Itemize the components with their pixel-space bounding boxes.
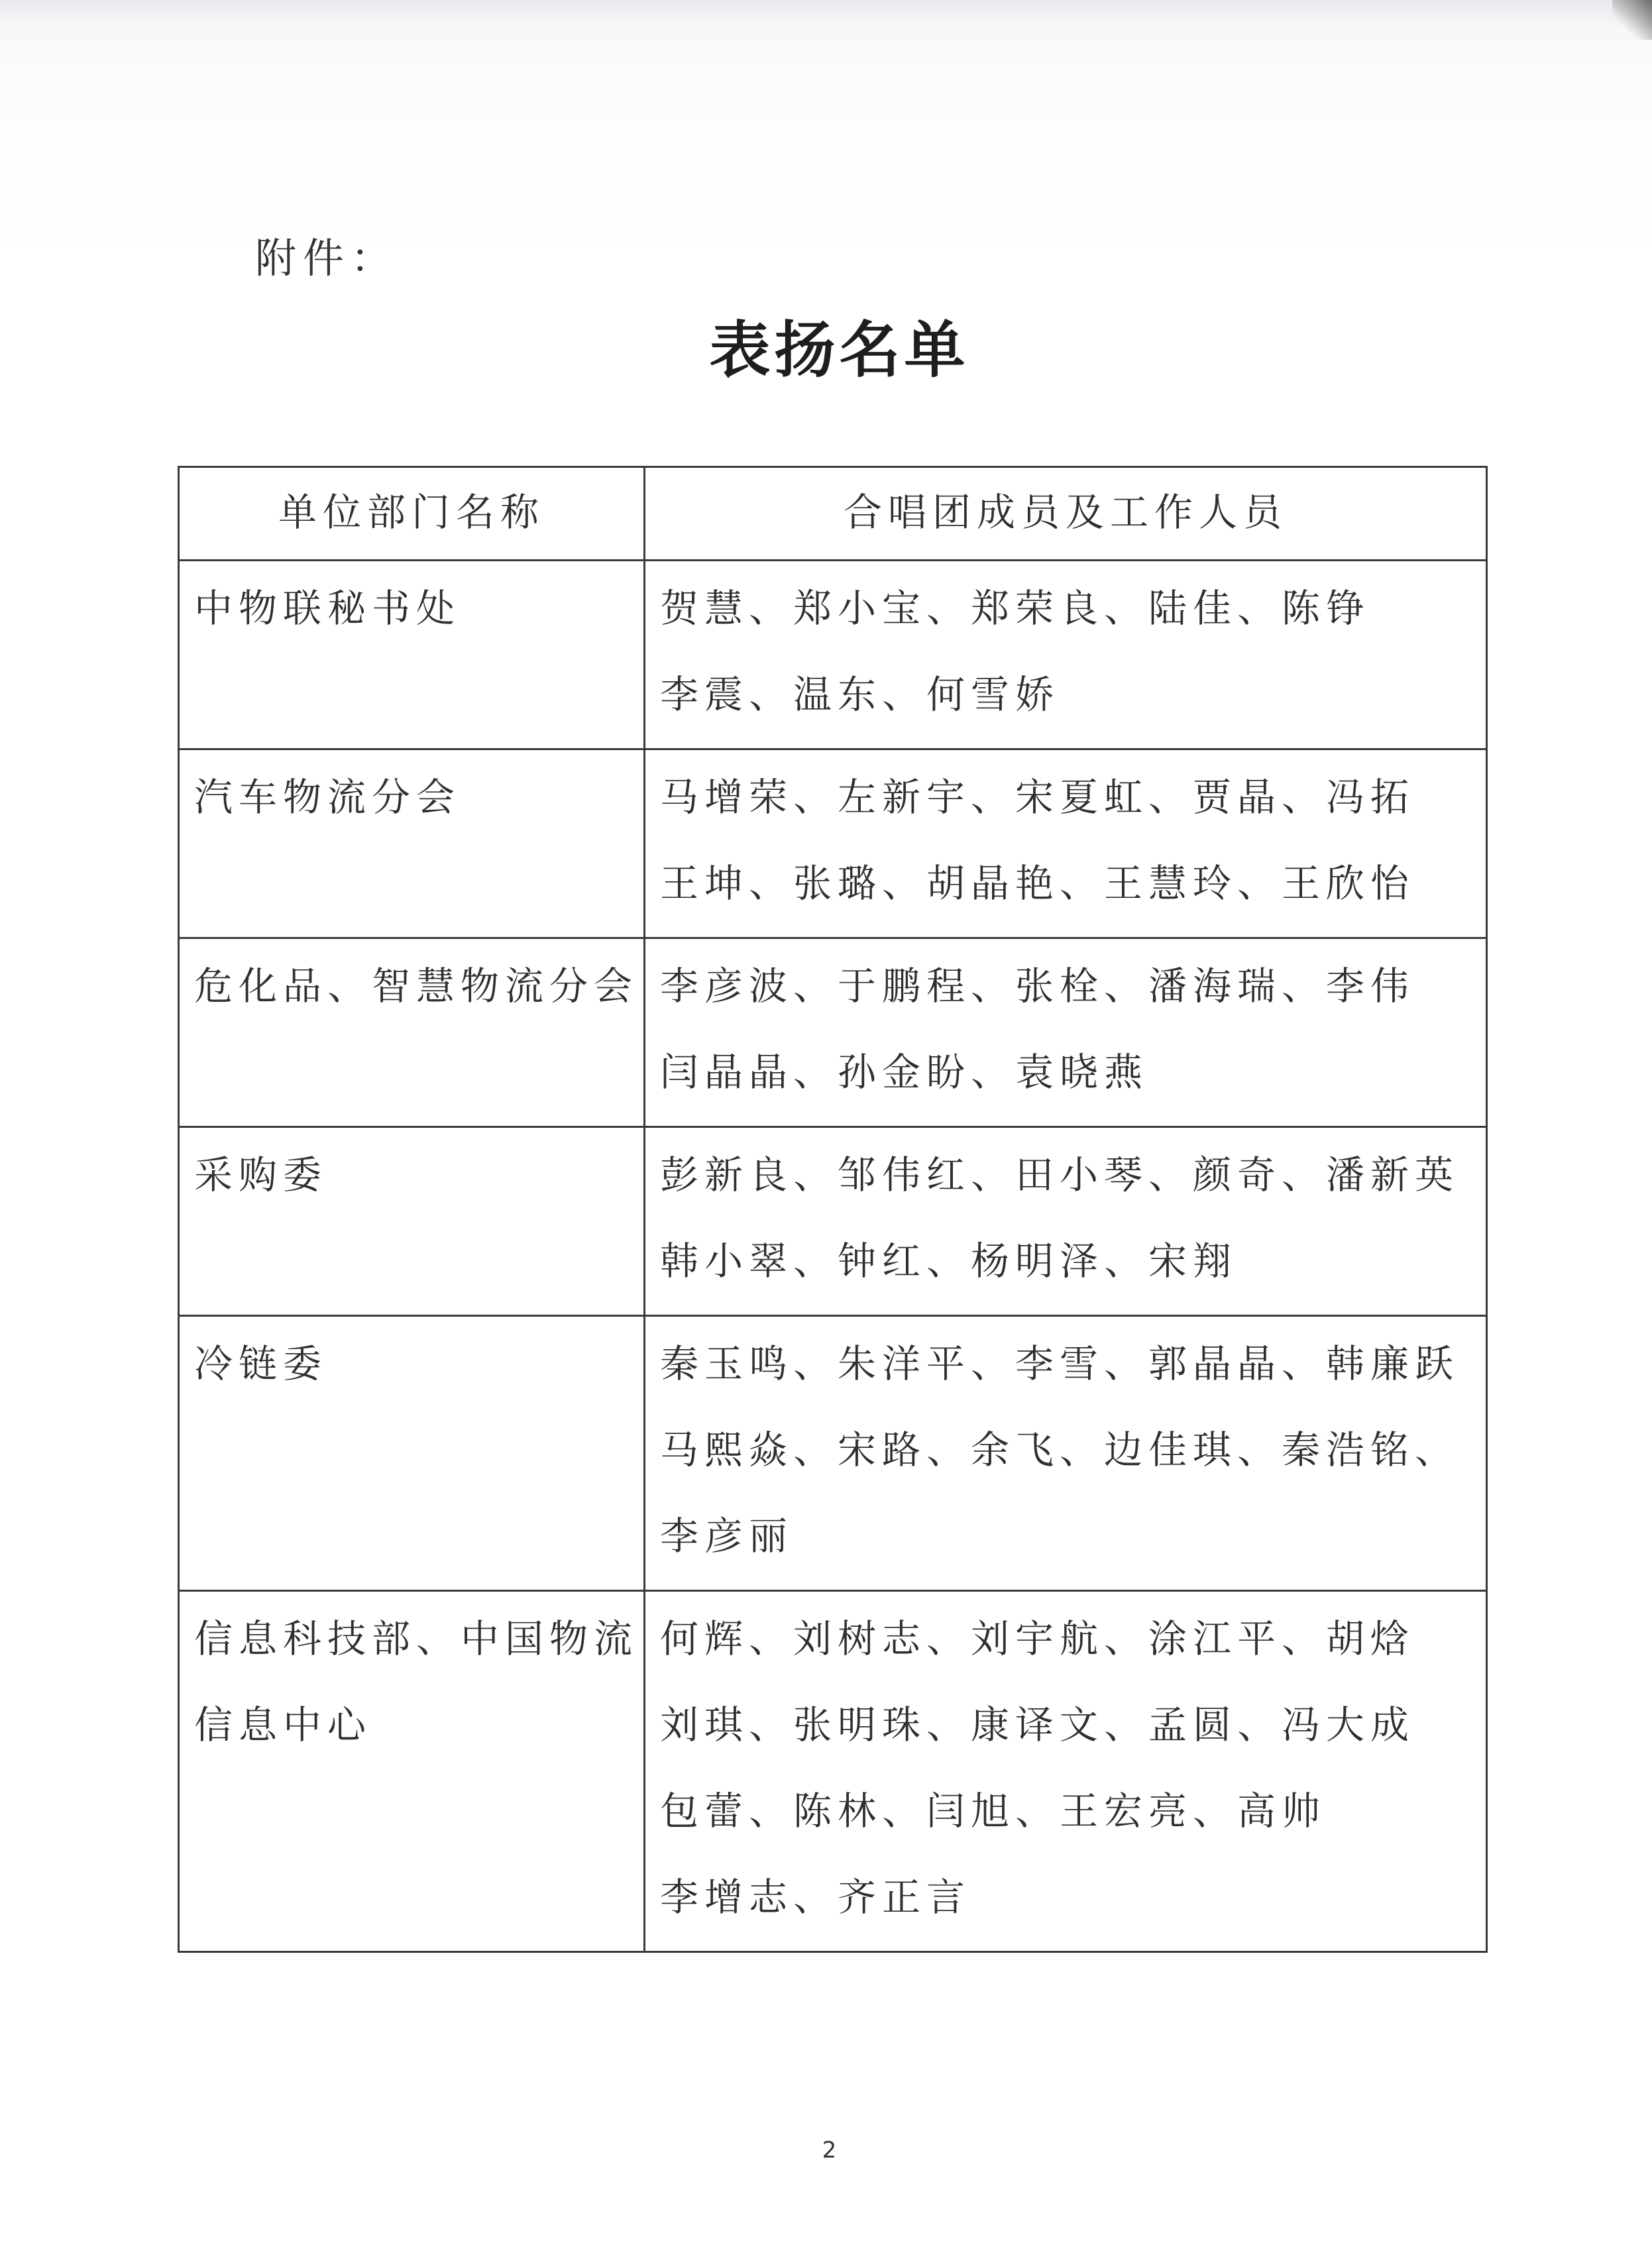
member-names-line: 李震、温东、何雪娇 [660, 672, 1060, 717]
member-names-line: 王坤、张璐、胡晶艳、王慧玲、王欣怡 [660, 861, 1415, 906]
department-cell [179, 938, 645, 1127]
members-cell [645, 938, 1487, 1127]
table-row [179, 1591, 1487, 1952]
member-names-line: 秦玉鸣、朱洋平、李雪、郭晶晶、韩廉跃 [660, 1341, 1460, 1386]
page-number: 2 [822, 2137, 837, 2164]
table-row [179, 561, 1487, 749]
department-name-line: 采购委 [194, 1152, 328, 1197]
department-cell [179, 749, 645, 938]
department-cell [179, 1127, 645, 1316]
department-name-line: 中物联秘书处 [194, 586, 461, 631]
member-names-line: 李增志、齐正言 [660, 1875, 971, 1920]
department-cell [179, 561, 645, 749]
member-names-line: 彭新良、邹伟红、田小琴、颜奇、潘新英 [660, 1152, 1460, 1197]
department-name-line: 冷链委 [194, 1341, 328, 1386]
member-names-line: 何辉、刘树志、刘宇航、涂江平、胡焓 [660, 1616, 1415, 1661]
scan-corner-shadow [1612, 0, 1652, 40]
honor-list-table [178, 466, 1488, 1953]
department-name-line: 信息科技部、中国物流 [194, 1616, 639, 1661]
members-cell [645, 561, 1487, 749]
department-name-line: 信息中心 [194, 1702, 372, 1747]
member-names-line: 包蕾、陈林、闫旭、王宏亮、高帅 [660, 1788, 1327, 1834]
member-names-line: 李彦丽 [660, 1513, 794, 1559]
member-names-line: 闫晶晶、孙金盼、袁晓燕 [660, 1050, 1149, 1095]
attachment-label: 附件： [255, 234, 399, 282]
table-row [179, 1316, 1487, 1591]
table-row [179, 938, 1487, 1127]
member-names-line: 马熙焱、宋路、余飞、边佳琪、秦浩铭、 [660, 1427, 1460, 1472]
table-row [179, 1127, 1487, 1316]
department-name-line: 危化品、智慧物流分会 [194, 963, 639, 1009]
document-title: 表扬名单 [709, 315, 969, 386]
department-name-line: 汽车物流分会 [194, 775, 461, 820]
members-cell [645, 1591, 1487, 1952]
member-names-line: 刘琪、张明珠、康译文、孟圆、冯大成 [660, 1702, 1415, 1747]
member-names-line: 韩小翠、钟红、杨明泽、宋翔 [660, 1238, 1238, 1284]
members-cell [645, 749, 1487, 938]
department-cell [179, 1316, 645, 1591]
member-names-line: 李彦波、于鹏程、张栓、潘海瑞、李伟 [660, 963, 1415, 1009]
table-body [179, 561, 1487, 1952]
member-names-line: 贺慧、郑小宝、郑荣良、陆佳、陈铮 [660, 586, 1371, 631]
table-header-row [179, 467, 1487, 561]
members-cell [645, 1316, 1487, 1591]
table-row [179, 749, 1487, 938]
member-names-line: 马增荣、左新宇、宋夏虹、贾晶、冯拓 [660, 775, 1415, 820]
department-cell [179, 1591, 645, 1952]
members-cell [645, 1127, 1487, 1316]
header-department: 单位部门名称 [179, 467, 645, 561]
header-members: 合唱团成员及工作人员 [645, 467, 1487, 561]
